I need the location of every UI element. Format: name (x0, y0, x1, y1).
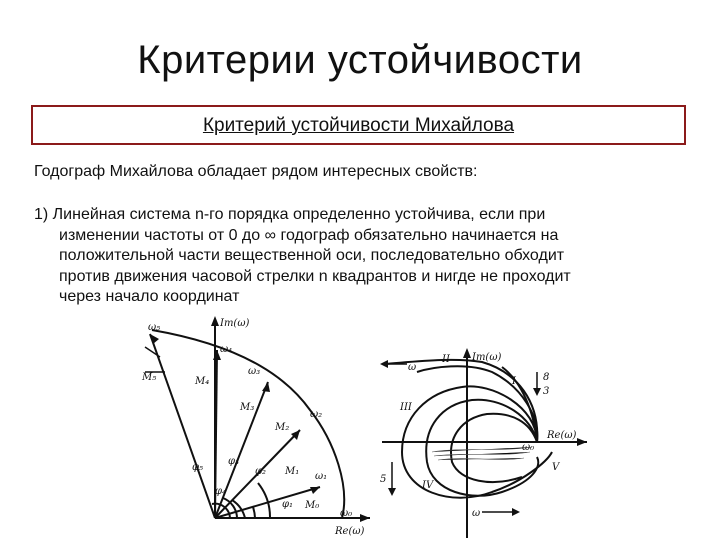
angle-label: φ₃ (228, 456, 240, 467)
item-line: 1) Линейная система n-го порядка определенно устойчива, если при (34, 206, 546, 223)
order-label: III (400, 402, 412, 413)
order-label: V (552, 462, 560, 473)
omega-label: ω₃ (248, 366, 261, 377)
omega-label: ω₅ (148, 322, 161, 333)
item-line: против движения часовой стрелки n квадрантов и нигде не проходит (59, 267, 571, 285)
vector-label: M₀ (305, 500, 320, 511)
omega-label: ω₂ (310, 409, 323, 420)
slide-title: Критерии устойчивости (137, 38, 583, 82)
angle-label: φ₂ (255, 466, 267, 477)
omega-label: ω (472, 508, 481, 519)
count-label: 8 (543, 372, 550, 383)
omega-label: ω₀ (340, 508, 353, 519)
angle-label: φ₁ (282, 499, 294, 510)
property-item-1 (34, 205, 644, 308)
im-label: Im(ω) (472, 352, 502, 363)
item-line: изменении частоты от 0 до ∞ годограф обязательно начинается на (59, 226, 559, 244)
count-label: 3 (543, 386, 550, 397)
omega-label: ω₁ (315, 471, 328, 482)
order-label: II (442, 354, 450, 365)
re-label: Re(ω) (547, 430, 577, 441)
vector-label: M₂ (275, 422, 290, 433)
item-line: через начало координат (59, 288, 240, 305)
omega-label: ω (408, 362, 417, 373)
subtitle-box (31, 105, 686, 145)
intro-text: Годограф Михайлова обладает рядом интересных свойств: (34, 163, 478, 180)
order-label: IV (422, 480, 434, 491)
im-label: Im(ω) (220, 318, 250, 329)
item-line: положительной части вещественной оси, последовательно обходит (59, 247, 565, 264)
count-label: 5 (380, 474, 387, 485)
slide-subtitle: Критерий устойчивости Михайлова (202, 115, 515, 136)
angle-label: φ₅ (192, 462, 204, 473)
angle-label: φ₄ (215, 486, 227, 497)
order-label: I (512, 376, 516, 387)
omega-label: ω₀ (522, 442, 535, 453)
vector-label: M₃ (240, 402, 255, 413)
hodograph-order-diagram (372, 342, 592, 540)
vector-label: M₁ (285, 466, 300, 477)
hodograph-vector-diagram (120, 312, 370, 540)
omega-label: ω₄ (220, 344, 233, 355)
re-label: Re(ω) (335, 526, 365, 537)
vector-label: M₅ (142, 372, 157, 383)
vector-label: M₄ (195, 376, 210, 387)
